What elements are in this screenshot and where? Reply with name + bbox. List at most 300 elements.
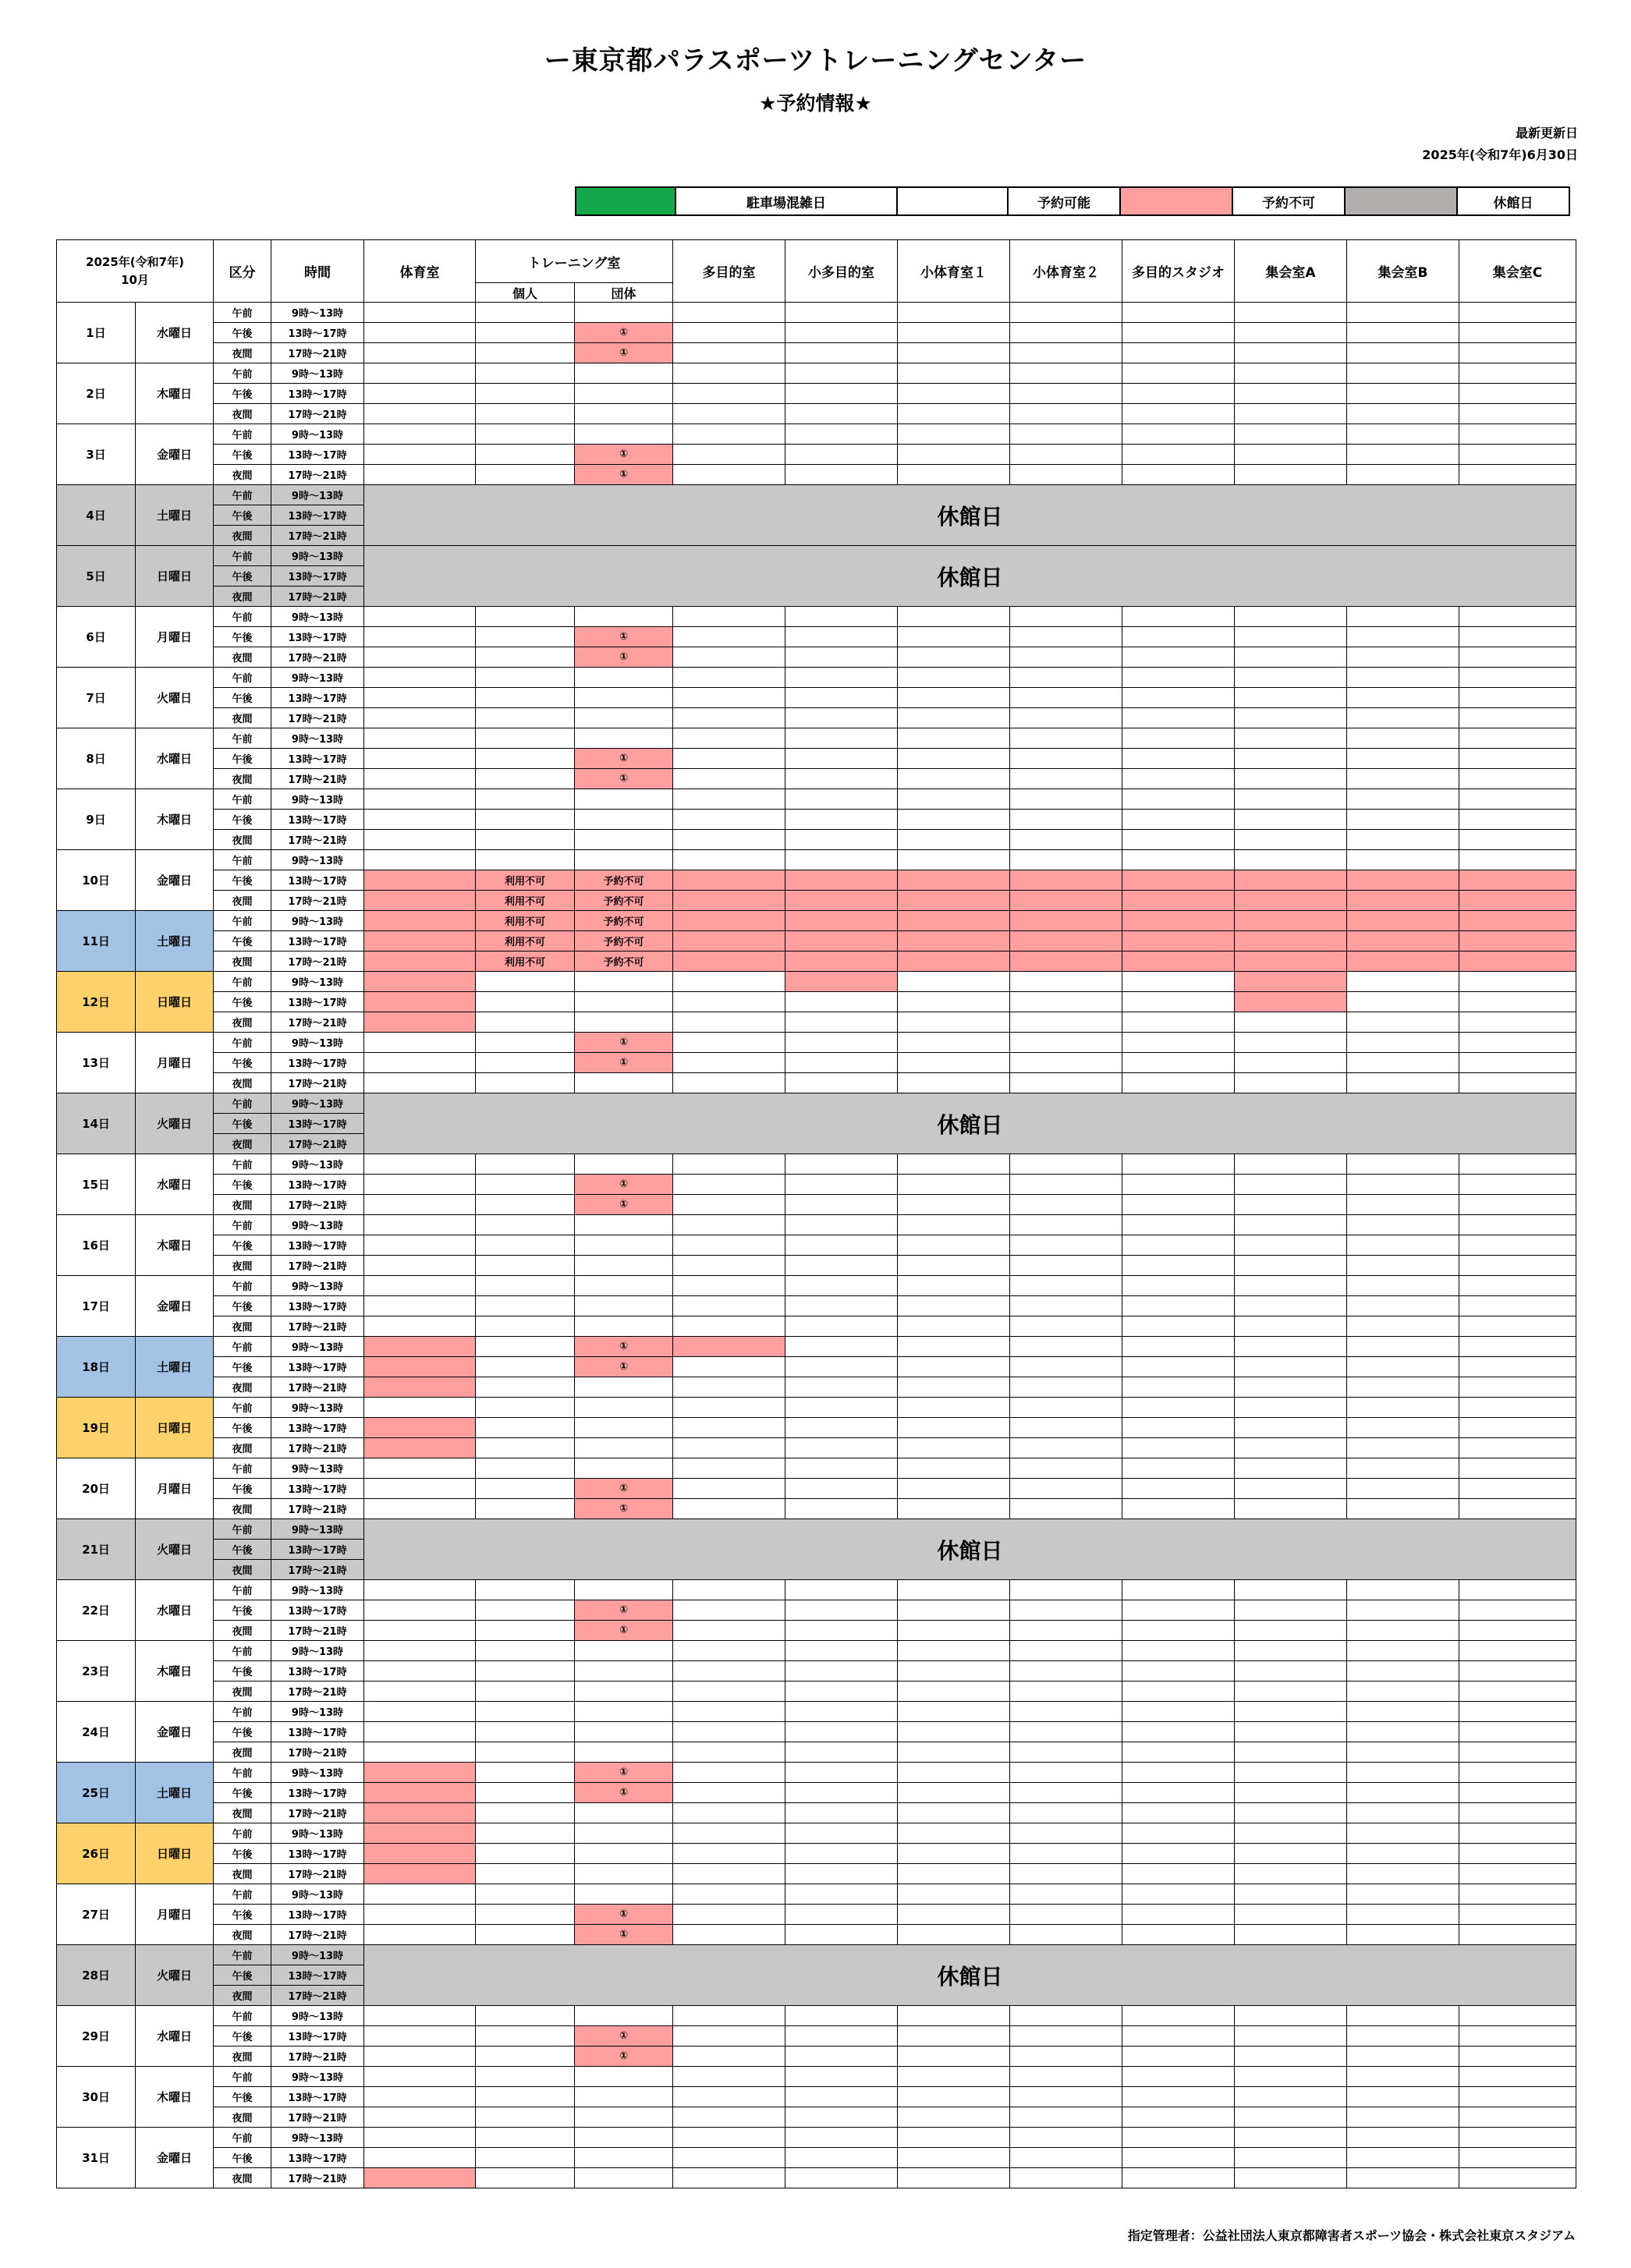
slot-dantai[interactable] <box>575 363 673 384</box>
slot-shotaiiku2[interactable] <box>1010 1925 1122 1945</box>
slot-shukaiC[interactable] <box>1459 911 1576 931</box>
slot-shotaiiku2[interactable] <box>1010 1884 1122 1905</box>
slot-shukaiA[interactable] <box>1235 627 1347 647</box>
slot-shotaiiku2[interactable] <box>1010 2107 1122 2128</box>
slot-shukaiC[interactable] <box>1459 688 1576 708</box>
slot-tamokuteki2[interactable] <box>785 384 898 404</box>
slot-tamokuteki2[interactable] <box>785 2087 898 2107</box>
slot-shotaiiku1[interactable] <box>898 2026 1010 2047</box>
slot-shukaiB[interactable] <box>1347 1175 1459 1195</box>
slot-studio[interactable] <box>1122 1296 1235 1317</box>
slot-tamokuteki2[interactable] <box>785 1783 898 1803</box>
slot-studio[interactable] <box>1122 647 1235 668</box>
slot-shotaiiku1[interactable] <box>898 2148 1010 2168</box>
slot-kojin[interactable] <box>476 445 575 465</box>
slot-shukaiC[interactable] <box>1459 2006 1576 2026</box>
slot-shukaiB[interactable] <box>1347 1235 1459 1256</box>
slot-kojin[interactable] <box>476 1276 575 1296</box>
slot-kojin[interactable] <box>476 1580 575 1600</box>
slot-shukaiC[interactable] <box>1459 404 1576 424</box>
slot-studio[interactable] <box>1122 1073 1235 1093</box>
slot-shotaiiku1[interactable] <box>898 1154 1010 1175</box>
slot-shukaiC[interactable] <box>1459 1702 1576 1722</box>
slot-taiiku[interactable] <box>364 1317 476 1337</box>
slot-taiiku[interactable] <box>364 850 476 870</box>
slot-taiiku[interactable] <box>364 647 476 668</box>
slot-tamokuteki2[interactable] <box>785 1722 898 1742</box>
slot-tamokuteki[interactable] <box>673 931 785 951</box>
slot-tamokuteki[interactable] <box>673 870 785 891</box>
slot-dantai[interactable] <box>575 728 673 749</box>
slot-kojin[interactable] <box>476 668 575 688</box>
slot-tamokuteki2[interactable] <box>785 2067 898 2087</box>
slot-taiiku[interactable] <box>364 769 476 789</box>
slot-studio[interactable] <box>1122 972 1235 992</box>
slot-studio[interactable] <box>1122 891 1235 911</box>
slot-shukaiA[interactable] <box>1235 2006 1347 2026</box>
slot-shukaiC[interactable] <box>1459 343 1576 363</box>
slot-dantai[interactable]: ① <box>575 1499 673 1519</box>
slot-shotaiiku2[interactable] <box>1010 2168 1122 2188</box>
slot-kojin[interactable] <box>476 2047 575 2067</box>
slot-tamokuteki2[interactable] <box>785 810 898 830</box>
slot-shukaiA[interactable] <box>1235 1884 1347 1905</box>
slot-shukaiC[interactable] <box>1459 1580 1576 1600</box>
slot-kojin[interactable] <box>476 647 575 668</box>
slot-kojin[interactable] <box>476 1742 575 1763</box>
slot-tamokuteki2[interactable] <box>785 404 898 424</box>
slot-shotaiiku2[interactable] <box>1010 1844 1122 1864</box>
slot-shukaiB[interactable] <box>1347 323 1459 343</box>
slot-tamokuteki2[interactable] <box>785 647 898 668</box>
slot-shotaiiku1[interactable] <box>898 445 1010 465</box>
slot-tamokuteki[interactable] <box>673 1296 785 1317</box>
slot-shotaiiku2[interactable] <box>1010 445 1122 465</box>
slot-shotaiiku1[interactable] <box>898 1256 1010 1276</box>
slot-shukaiB[interactable] <box>1347 607 1459 627</box>
slot-shukaiA[interactable] <box>1235 1398 1347 1418</box>
slot-shukaiA[interactable] <box>1235 1377 1347 1398</box>
slot-kojin[interactable]: 利用不可 <box>476 870 575 891</box>
slot-shukaiC[interactable] <box>1459 668 1576 688</box>
slot-tamokuteki[interactable] <box>673 972 785 992</box>
slot-taiiku[interactable] <box>364 1438 476 1458</box>
slot-studio[interactable] <box>1122 1033 1235 1053</box>
slot-tamokuteki[interactable] <box>673 1215 785 1235</box>
slot-tamokuteki2[interactable] <box>785 1458 898 1479</box>
slot-dantai[interactable]: ① <box>575 769 673 789</box>
slot-studio[interactable] <box>1122 1803 1235 1823</box>
slot-shotaiiku1[interactable] <box>898 769 1010 789</box>
slot-studio[interactable] <box>1122 2026 1235 2047</box>
slot-shukaiC[interactable] <box>1459 850 1576 870</box>
slot-shukaiA[interactable] <box>1235 1844 1347 1864</box>
slot-tamokuteki[interactable] <box>673 1195 785 1215</box>
slot-shotaiiku2[interactable] <box>1010 607 1122 627</box>
slot-taiiku[interactable] <box>364 323 476 343</box>
slot-dantai[interactable] <box>575 992 673 1012</box>
slot-shukaiA[interactable] <box>1235 688 1347 708</box>
slot-shotaiiku2[interactable] <box>1010 830 1122 850</box>
slot-shukaiC[interactable] <box>1459 2107 1576 2128</box>
slot-tamokuteki[interactable] <box>673 1884 785 1905</box>
slot-shotaiiku1[interactable] <box>898 1337 1010 1357</box>
slot-shukaiA[interactable] <box>1235 1783 1347 1803</box>
slot-shukaiA[interactable] <box>1235 1317 1347 1337</box>
slot-shukaiC[interactable] <box>1459 749 1576 769</box>
slot-shotaiiku2[interactable] <box>1010 465 1122 485</box>
slot-shukaiA[interactable] <box>1235 2067 1347 2087</box>
slot-taiiku[interactable] <box>364 1621 476 1641</box>
slot-dantai[interactable]: ① <box>575 2026 673 2047</box>
slot-shukaiC[interactable] <box>1459 2067 1576 2087</box>
slot-tamokuteki[interactable] <box>673 1235 785 1256</box>
slot-tamokuteki[interactable] <box>673 2067 785 2087</box>
slot-kojin[interactable] <box>476 749 575 769</box>
slot-shukaiA[interactable] <box>1235 1621 1347 1641</box>
slot-kojin[interactable] <box>476 1925 575 1945</box>
slot-dantai[interactable] <box>575 1682 673 1702</box>
slot-taiiku[interactable] <box>364 2026 476 2047</box>
slot-studio[interactable] <box>1122 1742 1235 1763</box>
slot-tamokuteki2[interactable] <box>785 627 898 647</box>
slot-kojin[interactable] <box>476 384 575 404</box>
slot-dantai[interactable]: ① <box>575 2047 673 2067</box>
slot-studio[interactable] <box>1122 1682 1235 1702</box>
slot-shotaiiku1[interactable] <box>898 2067 1010 2087</box>
slot-kojin[interactable] <box>476 1682 575 1702</box>
slot-shukaiC[interactable] <box>1459 830 1576 850</box>
slot-shukaiB[interactable] <box>1347 1438 1459 1458</box>
slot-dantai[interactable]: ① <box>575 1195 673 1215</box>
slot-shukaiC[interactable] <box>1459 769 1576 789</box>
slot-kojin[interactable] <box>476 1357 575 1377</box>
slot-tamokuteki2[interactable] <box>785 1763 898 1783</box>
slot-shotaiiku1[interactable] <box>898 1925 1010 1945</box>
slot-shukaiC[interactable] <box>1459 2168 1576 2188</box>
slot-taiiku[interactable] <box>364 911 476 931</box>
slot-tamokuteki[interactable] <box>673 891 785 911</box>
slot-shukaiB[interactable] <box>1347 343 1459 363</box>
slot-shukaiA[interactable] <box>1235 992 1347 1012</box>
slot-shotaiiku2[interactable] <box>1010 1458 1122 1479</box>
slot-kojin[interactable] <box>476 810 575 830</box>
slot-shukaiA[interactable] <box>1235 404 1347 424</box>
slot-shukaiB[interactable] <box>1347 1033 1459 1053</box>
slot-taiiku[interactable] <box>364 1641 476 1661</box>
slot-shukaiA[interactable] <box>1235 343 1347 363</box>
slot-tamokuteki[interactable] <box>673 1641 785 1661</box>
slot-tamokuteki2[interactable] <box>785 363 898 384</box>
slot-tamokuteki2[interactable] <box>785 2148 898 2168</box>
slot-shotaiiku2[interactable] <box>1010 1296 1122 1317</box>
slot-studio[interactable] <box>1122 323 1235 343</box>
slot-shukaiB[interactable] <box>1347 891 1459 911</box>
slot-kojin[interactable] <box>476 1215 575 1235</box>
slot-shotaiiku2[interactable] <box>1010 749 1122 769</box>
slot-tamokuteki[interactable] <box>673 1682 785 1702</box>
slot-shukaiB[interactable] <box>1347 1337 1459 1357</box>
slot-taiiku[interactable] <box>364 1033 476 1053</box>
slot-shotaiiku2[interactable] <box>1010 384 1122 404</box>
slot-shukaiC[interactable] <box>1459 1661 1576 1682</box>
slot-dantai[interactable] <box>575 1276 673 1296</box>
slot-shukaiB[interactable] <box>1347 2107 1459 2128</box>
slot-tamokuteki2[interactable] <box>785 1580 898 1600</box>
slot-shukaiB[interactable] <box>1347 2148 1459 2168</box>
slot-shukaiC[interactable] <box>1459 1012 1576 1033</box>
slot-kojin[interactable] <box>476 830 575 850</box>
slot-shukaiA[interactable] <box>1235 1276 1347 1296</box>
slot-shukaiB[interactable] <box>1347 870 1459 891</box>
slot-shotaiiku2[interactable] <box>1010 2067 1122 2087</box>
slot-taiiku[interactable] <box>364 1418 476 1438</box>
slot-tamokuteki[interactable] <box>673 1012 785 1033</box>
slot-shukaiA[interactable] <box>1235 1905 1347 1925</box>
slot-studio[interactable] <box>1122 1195 1235 1215</box>
slot-tamokuteki[interactable] <box>673 789 785 810</box>
slot-dantai[interactable]: 予約不可 <box>575 951 673 972</box>
slot-taiiku[interactable] <box>364 2006 476 2026</box>
slot-shukaiB[interactable] <box>1347 1621 1459 1641</box>
slot-tamokuteki[interactable] <box>673 607 785 627</box>
slot-studio[interactable] <box>1122 911 1235 931</box>
slot-tamokuteki2[interactable] <box>785 1438 898 1458</box>
slot-dantai[interactable]: ① <box>575 1053 673 1073</box>
slot-shotaiiku1[interactable] <box>898 951 1010 972</box>
slot-shotaiiku2[interactable] <box>1010 870 1122 891</box>
slot-shukaiA[interactable] <box>1235 1600 1347 1621</box>
slot-shukaiA[interactable] <box>1235 1864 1347 1884</box>
slot-studio[interactable] <box>1122 708 1235 728</box>
slot-shukaiB[interactable] <box>1347 708 1459 728</box>
slot-shukaiC[interactable] <box>1459 1823 1576 1844</box>
slot-tamokuteki[interactable] <box>673 1499 785 1519</box>
slot-tamokuteki2[interactable] <box>785 2128 898 2148</box>
slot-taiiku[interactable] <box>364 303 476 323</box>
slot-studio[interactable] <box>1122 728 1235 749</box>
slot-shukaiA[interactable] <box>1235 424 1347 445</box>
slot-shotaiiku1[interactable] <box>898 1905 1010 1925</box>
slot-shukaiA[interactable] <box>1235 1803 1347 1823</box>
slot-tamokuteki[interactable] <box>673 2006 785 2026</box>
slot-shukaiC[interactable] <box>1459 708 1576 728</box>
slot-shotaiiku1[interactable] <box>898 668 1010 688</box>
slot-shotaiiku1[interactable] <box>898 1235 1010 1256</box>
slot-tamokuteki2[interactable] <box>785 1398 898 1418</box>
slot-studio[interactable] <box>1122 1702 1235 1722</box>
slot-taiiku[interactable] <box>364 870 476 891</box>
slot-shukaiC[interactable] <box>1459 1296 1576 1317</box>
slot-tamokuteki2[interactable] <box>785 343 898 363</box>
slot-taiiku[interactable] <box>364 404 476 424</box>
slot-kojin[interactable] <box>476 1661 575 1682</box>
slot-tamokuteki[interactable] <box>673 647 785 668</box>
slot-tamokuteki2[interactable] <box>785 668 898 688</box>
slot-shukaiC[interactable] <box>1459 1175 1576 1195</box>
slot-shukaiC[interactable] <box>1459 1357 1576 1377</box>
slot-taiiku[interactable] <box>364 830 476 850</box>
slot-shotaiiku1[interactable] <box>898 1580 1010 1600</box>
slot-taiiku[interactable] <box>364 810 476 830</box>
slot-shotaiiku2[interactable] <box>1010 810 1122 830</box>
slot-shukaiB[interactable] <box>1347 810 1459 830</box>
slot-shotaiiku1[interactable] <box>898 1600 1010 1621</box>
slot-tamokuteki[interactable] <box>673 1175 785 1195</box>
slot-taiiku[interactable] <box>364 1377 476 1398</box>
slot-taiiku[interactable] <box>364 1235 476 1256</box>
slot-shotaiiku1[interactable] <box>898 1823 1010 1844</box>
slot-shotaiiku1[interactable] <box>898 972 1010 992</box>
slot-tamokuteki[interactable] <box>673 728 785 749</box>
slot-dantai[interactable] <box>575 1702 673 1722</box>
slot-kojin[interactable] <box>476 1175 575 1195</box>
slot-studio[interactable] <box>1122 769 1235 789</box>
slot-dantai[interactable]: 予約不可 <box>575 911 673 931</box>
slot-tamokuteki[interactable] <box>673 2148 785 2168</box>
slot-shotaiiku2[interactable] <box>1010 1499 1122 1519</box>
slot-kojin[interactable] <box>476 1317 575 1337</box>
slot-studio[interactable] <box>1122 951 1235 972</box>
slot-tamokuteki[interactable] <box>673 951 785 972</box>
slot-shotaiiku1[interactable] <box>898 303 1010 323</box>
slot-shukaiC[interactable] <box>1459 627 1576 647</box>
slot-shukaiA[interactable] <box>1235 708 1347 728</box>
slot-shotaiiku2[interactable] <box>1010 769 1122 789</box>
slot-kojin[interactable] <box>476 1823 575 1844</box>
slot-shukaiB[interactable] <box>1347 1012 1459 1033</box>
slot-shukaiC[interactable] <box>1459 1722 1576 1742</box>
slot-shotaiiku1[interactable] <box>898 1458 1010 1479</box>
slot-tamokuteki[interactable] <box>673 1377 785 1398</box>
slot-shukaiC[interactable] <box>1459 1377 1576 1398</box>
slot-shukaiA[interactable] <box>1235 1682 1347 1702</box>
slot-shotaiiku2[interactable] <box>1010 1479 1122 1499</box>
slot-tamokuteki2[interactable] <box>785 465 898 485</box>
slot-shukaiC[interactable] <box>1459 1317 1576 1337</box>
slot-shotaiiku2[interactable] <box>1010 1621 1122 1641</box>
slot-shukaiA[interactable] <box>1235 1073 1347 1093</box>
slot-tamokuteki[interactable] <box>673 303 785 323</box>
slot-shukaiA[interactable] <box>1235 1742 1347 1763</box>
slot-studio[interactable] <box>1122 1823 1235 1844</box>
slot-shotaiiku1[interactable] <box>898 384 1010 404</box>
slot-studio[interactable] <box>1122 1905 1235 1925</box>
slot-shotaiiku1[interactable] <box>898 323 1010 343</box>
slot-taiiku[interactable] <box>364 1012 476 1033</box>
slot-shukaiA[interactable] <box>1235 465 1347 485</box>
slot-shotaiiku1[interactable] <box>898 891 1010 911</box>
slot-kojin[interactable]: 利用不可 <box>476 891 575 911</box>
slot-shukaiA[interactable] <box>1235 1722 1347 1742</box>
slot-shotaiiku2[interactable] <box>1010 1235 1122 1256</box>
slot-shukaiA[interactable] <box>1235 911 1347 931</box>
slot-dantai[interactable] <box>575 2128 673 2148</box>
slot-shukaiB[interactable] <box>1347 424 1459 445</box>
slot-shotaiiku1[interactable] <box>898 1438 1010 1458</box>
slot-dantai[interactable]: ① <box>575 1783 673 1803</box>
slot-shukaiC[interactable] <box>1459 384 1576 404</box>
slot-tamokuteki[interactable] <box>673 1803 785 1823</box>
slot-dantai[interactable] <box>575 1215 673 1235</box>
slot-taiiku[interactable] <box>364 2148 476 2168</box>
slot-shukaiA[interactable] <box>1235 2026 1347 2047</box>
slot-studio[interactable] <box>1122 1337 1235 1357</box>
slot-taiiku[interactable] <box>364 1905 476 1925</box>
slot-kojin[interactable] <box>476 2067 575 2087</box>
slot-studio[interactable] <box>1122 992 1235 1012</box>
slot-tamokuteki2[interactable] <box>785 789 898 810</box>
slot-tamokuteki2[interactable] <box>785 1621 898 1641</box>
slot-shukaiA[interactable] <box>1235 2087 1347 2107</box>
slot-shukaiA[interactable] <box>1235 850 1347 870</box>
slot-dantai[interactable]: ① <box>575 749 673 769</box>
slot-tamokuteki[interactable] <box>673 830 785 850</box>
slot-studio[interactable] <box>1122 1844 1235 1864</box>
slot-shotaiiku2[interactable] <box>1010 688 1122 708</box>
slot-tamokuteki2[interactable] <box>785 1154 898 1175</box>
slot-shukaiB[interactable] <box>1347 1600 1459 1621</box>
slot-kojin[interactable] <box>476 303 575 323</box>
slot-tamokuteki2[interactable] <box>785 749 898 769</box>
slot-kojin[interactable]: 利用不可 <box>476 911 575 931</box>
slot-shukaiA[interactable] <box>1235 1053 1347 1073</box>
slot-tamokuteki[interactable] <box>673 1742 785 1763</box>
slot-shukaiC[interactable] <box>1459 2026 1576 2047</box>
slot-shukaiB[interactable] <box>1347 384 1459 404</box>
slot-kojin[interactable] <box>476 1053 575 1073</box>
slot-shukaiC[interactable] <box>1459 445 1576 465</box>
slot-studio[interactable] <box>1122 2148 1235 2168</box>
slot-shotaiiku2[interactable] <box>1010 1580 1122 1600</box>
slot-shotaiiku1[interactable] <box>898 850 1010 870</box>
slot-shukaiB[interactable] <box>1347 972 1459 992</box>
slot-shotaiiku1[interactable] <box>898 2107 1010 2128</box>
slot-kojin[interactable] <box>476 972 575 992</box>
slot-kojin[interactable] <box>476 1905 575 1925</box>
slot-shukaiA[interactable] <box>1235 1479 1347 1499</box>
slot-shukaiA[interactable] <box>1235 1012 1347 1033</box>
slot-tamokuteki2[interactable] <box>785 303 898 323</box>
slot-taiiku[interactable] <box>364 1154 476 1175</box>
slot-shotaiiku1[interactable] <box>898 830 1010 850</box>
slot-dantai[interactable]: ① <box>575 343 673 363</box>
slot-kojin[interactable] <box>476 424 575 445</box>
slot-taiiku[interactable] <box>364 607 476 627</box>
slot-shukaiB[interactable] <box>1347 1803 1459 1823</box>
slot-taiiku[interactable] <box>364 445 476 465</box>
slot-dantai[interactable] <box>575 1418 673 1438</box>
slot-dantai[interactable] <box>575 1073 673 1093</box>
slot-tamokuteki2[interactable] <box>785 911 898 931</box>
slot-shukaiA[interactable] <box>1235 972 1347 992</box>
slot-dantai[interactable]: ① <box>575 465 673 485</box>
slot-studio[interactable] <box>1122 404 1235 424</box>
slot-tamokuteki2[interactable] <box>785 445 898 465</box>
slot-shukaiB[interactable] <box>1347 465 1459 485</box>
slot-studio[interactable] <box>1122 1377 1235 1398</box>
slot-shotaiiku2[interactable] <box>1010 1641 1122 1661</box>
slot-shukaiC[interactable] <box>1459 1276 1576 1296</box>
slot-shotaiiku1[interactable] <box>898 1215 1010 1235</box>
slot-tamokuteki[interactable] <box>673 2047 785 2067</box>
slot-shotaiiku2[interactable] <box>1010 668 1122 688</box>
slot-shukaiA[interactable] <box>1235 1763 1347 1783</box>
slot-dantai[interactable]: ① <box>575 1925 673 1945</box>
slot-taiiku[interactable] <box>364 424 476 445</box>
slot-shotaiiku1[interactable] <box>898 1317 1010 1337</box>
slot-kojin[interactable] <box>476 1864 575 1884</box>
